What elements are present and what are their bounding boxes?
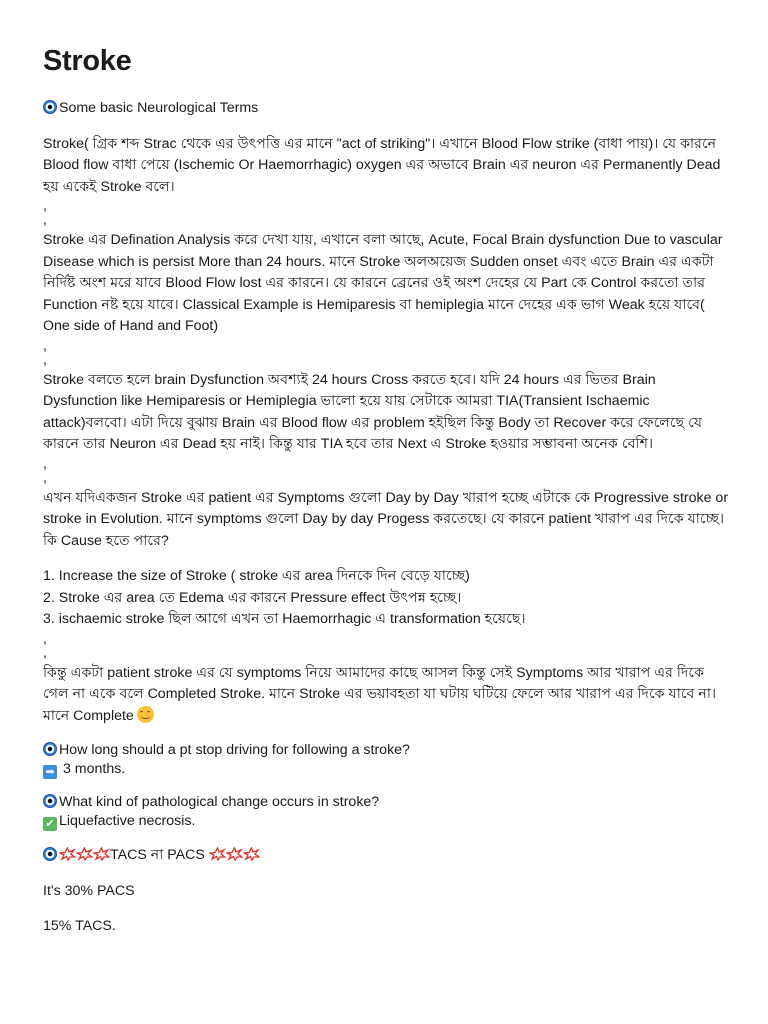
anger-burst-icon xyxy=(76,847,93,861)
answer: ✔ Liquefactive necrosis. xyxy=(43,812,733,831)
comma-separator: , , xyxy=(43,629,47,660)
anger-burst-icon xyxy=(93,847,110,861)
stat-tacs: 15% TACS. xyxy=(43,918,116,934)
paragraph-tia: Stroke বলতে হলে brain Dysfunction অবশ্যই 24 hours Cross করতে হবে। যদি 24 hours এর ভিতর Brain Dysfunction like Hemiparesis or Hemiplegia ভালো হয়ে যায় সেটাকে আমরা TIA(Transient Ischaemic attack)বলবো। এটা দিয়ে বুঝায় Brain এর Blood flow এর problem হইছিল কিন্তু Body তা Recover করে ফেলেছে যে কারনে তার Neuron এর Dead হয় নাই। কিন্তু যার TIA হবে তার Next এ Stroke হওয়ার সম্ভাবনা অনেক বেশি। xyxy=(43,371,703,452)
qa-driving xyxy=(43,741,733,779)
comma-separator: , , xyxy=(43,197,47,227)
tacs-pacs-heading: TACS না PACS xyxy=(43,845,733,867)
answer: ➡ 3 months. xyxy=(43,760,733,779)
question: How long should a pt stop driving for following a stroke? xyxy=(43,741,733,760)
list-item: 2. Stroke এর area তে Edema এর কারনে Pressure effect উৎপন্ন হচ্ছে। xyxy=(43,589,462,606)
qa-pathology xyxy=(43,793,733,831)
anger-burst-icon xyxy=(243,847,260,861)
paragraph-progressive-stroke: এখন যদিএকজন Stroke এর patient এর Symptoms গুলো Day by Day খারাপ হচ্ছে এটাকে কে Progressive stroke or stroke in Evolution. মানে symptoms গুলো Day by day Progess করতেছে। যে কারনে patient খারাপ এর দিকে যাচ্ছে। কি Cause হতে পারে? xyxy=(43,489,729,549)
check-mark-icon: ✔ xyxy=(43,817,57,831)
paragraph-stroke-definition: Stroke এর Defination Analysis করে দেখা যায়, এখানে বলা আছে, Acute, Focal Brain dysfunction Due to vascular Disease which is persist More than 24 hours. মানে Stroke অলঅয়েজ Sudden onset এবং এতে Brain এর একটা নির্দিষ্ট অংশ মরে যাবে Blood Flow lost এর কারনে। যে কারনে ব্রেনের ওই অংশ দেহের যে Part কে Control করতো তার Function নষ্ট হয়ে যাবে। Classical Example is Hemiparesis বা hemiplegia মানে দেহের এক ভাগ Weak হয়ে যাবে( One side of Hand and Foot) xyxy=(43,232,723,334)
anger-burst-icon xyxy=(226,847,243,861)
nazar-eye-icon xyxy=(43,847,57,861)
paragraph-stroke-origin: Stroke( গ্রিক শব্দ Strac থেকে এর উৎপত্তি এর মানে "act of striking"। এখানে Blood Flow strike (বাধা পায়)। যে কারনে Blood flow বাধা পেয়ে (Ischemic Or Haemorrhagic) oxygen এর অভাবে Brain এর neuron এর Permanently Dead হয় একেই Stroke বলে। xyxy=(43,135,721,195)
comma-separator: , , xyxy=(43,336,47,367)
smiling-face-icon xyxy=(137,706,154,723)
page-title: Stroke xyxy=(43,45,132,77)
anger-burst-icon xyxy=(59,847,76,861)
paragraph-completed-stroke: কিন্তু একটা patient stroke এর যে symptoms নিয়ে আমাদের কাছে আসল কিন্তু সেই Symptoms আর খারাপ এর দিকে গেল না একে বলে Completed Stroke. মানে Stroke এর ভয়াবহতা যা ঘটায় ঘটিয়ে ফেলে আর খারাপ এর দিকে যাবে না। মানে Complete xyxy=(43,664,717,724)
list-causes xyxy=(43,566,733,631)
section-heading: Some basic Neurological Terms xyxy=(43,98,733,120)
anger-burst-icon xyxy=(209,847,226,861)
comma-separator: , , xyxy=(43,454,47,485)
list-item: 3. ischaemic stroke ছিল আগে এখন তা Haemorrhagic এ transformation হয়েছে। xyxy=(43,611,526,627)
nazar-eye-icon xyxy=(43,742,57,756)
stat-pacs: It's 30% PACS xyxy=(43,882,135,899)
nazar-eye-icon xyxy=(43,100,57,114)
document-page xyxy=(43,42,733,952)
nazar-eye-icon xyxy=(43,794,57,808)
list-item: 1. Increase the size of Stroke ( stroke এর area দিনকে দিন বেড়ে যাচ্ছে) xyxy=(43,568,470,584)
arrow-right-icon: ➡ xyxy=(43,765,57,779)
question: What kind of pathological change occurs in stroke? xyxy=(43,793,733,812)
